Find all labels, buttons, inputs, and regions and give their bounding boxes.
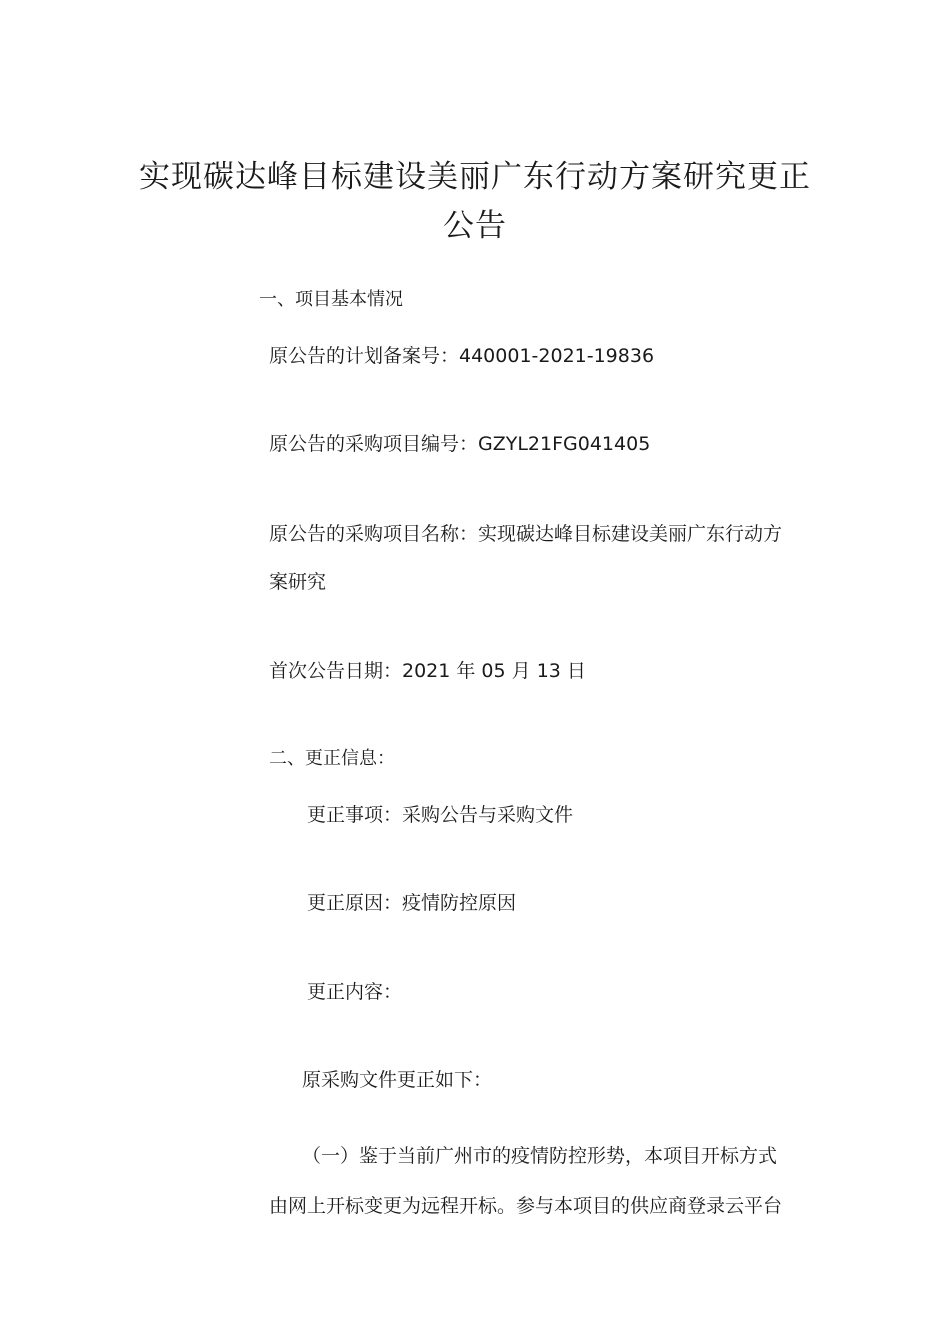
first-announcement-date: 首次公告日期：2021 年 05 月 13 日 [269,660,586,682]
plan-record-number: 原公告的计划备案号：440001-2021-19836 [269,345,655,367]
correction-paragraph-1-line-1: （一）鉴于当前广州市的疫情防控形势，本项目开标方式 [302,1145,778,1167]
section-2-heading: 二、更正信息： [269,748,395,769]
correction-content-label: 更正内容： [307,981,403,1003]
section-1-heading: 一、项目基本情况 [259,289,403,310]
correction-reason: 更正原因：疫情防控原因 [307,892,517,914]
document-title-line-2: 公告 [443,208,507,244]
correction-paragraph-1-line-2: 由网上开标变更为远程开标。参与本项目的供应商登录云平台 [269,1195,783,1217]
project-number: 原公告的采购项目编号：GZYL21FG041405 [269,433,651,455]
correction-intro: 原采购文件更正如下： [302,1069,493,1091]
document-title-line-1: 实现碳达峰目标建设美丽广东行动方案研究更正 [139,159,811,195]
project-name-line-1: 原公告的采购项目名称：实现碳达峰目标建设美丽广东行动方 [269,523,783,545]
correction-item: 更正事项：采购公告与采购文件 [307,804,574,826]
project-name-line-2: 案研究 [269,571,327,593]
